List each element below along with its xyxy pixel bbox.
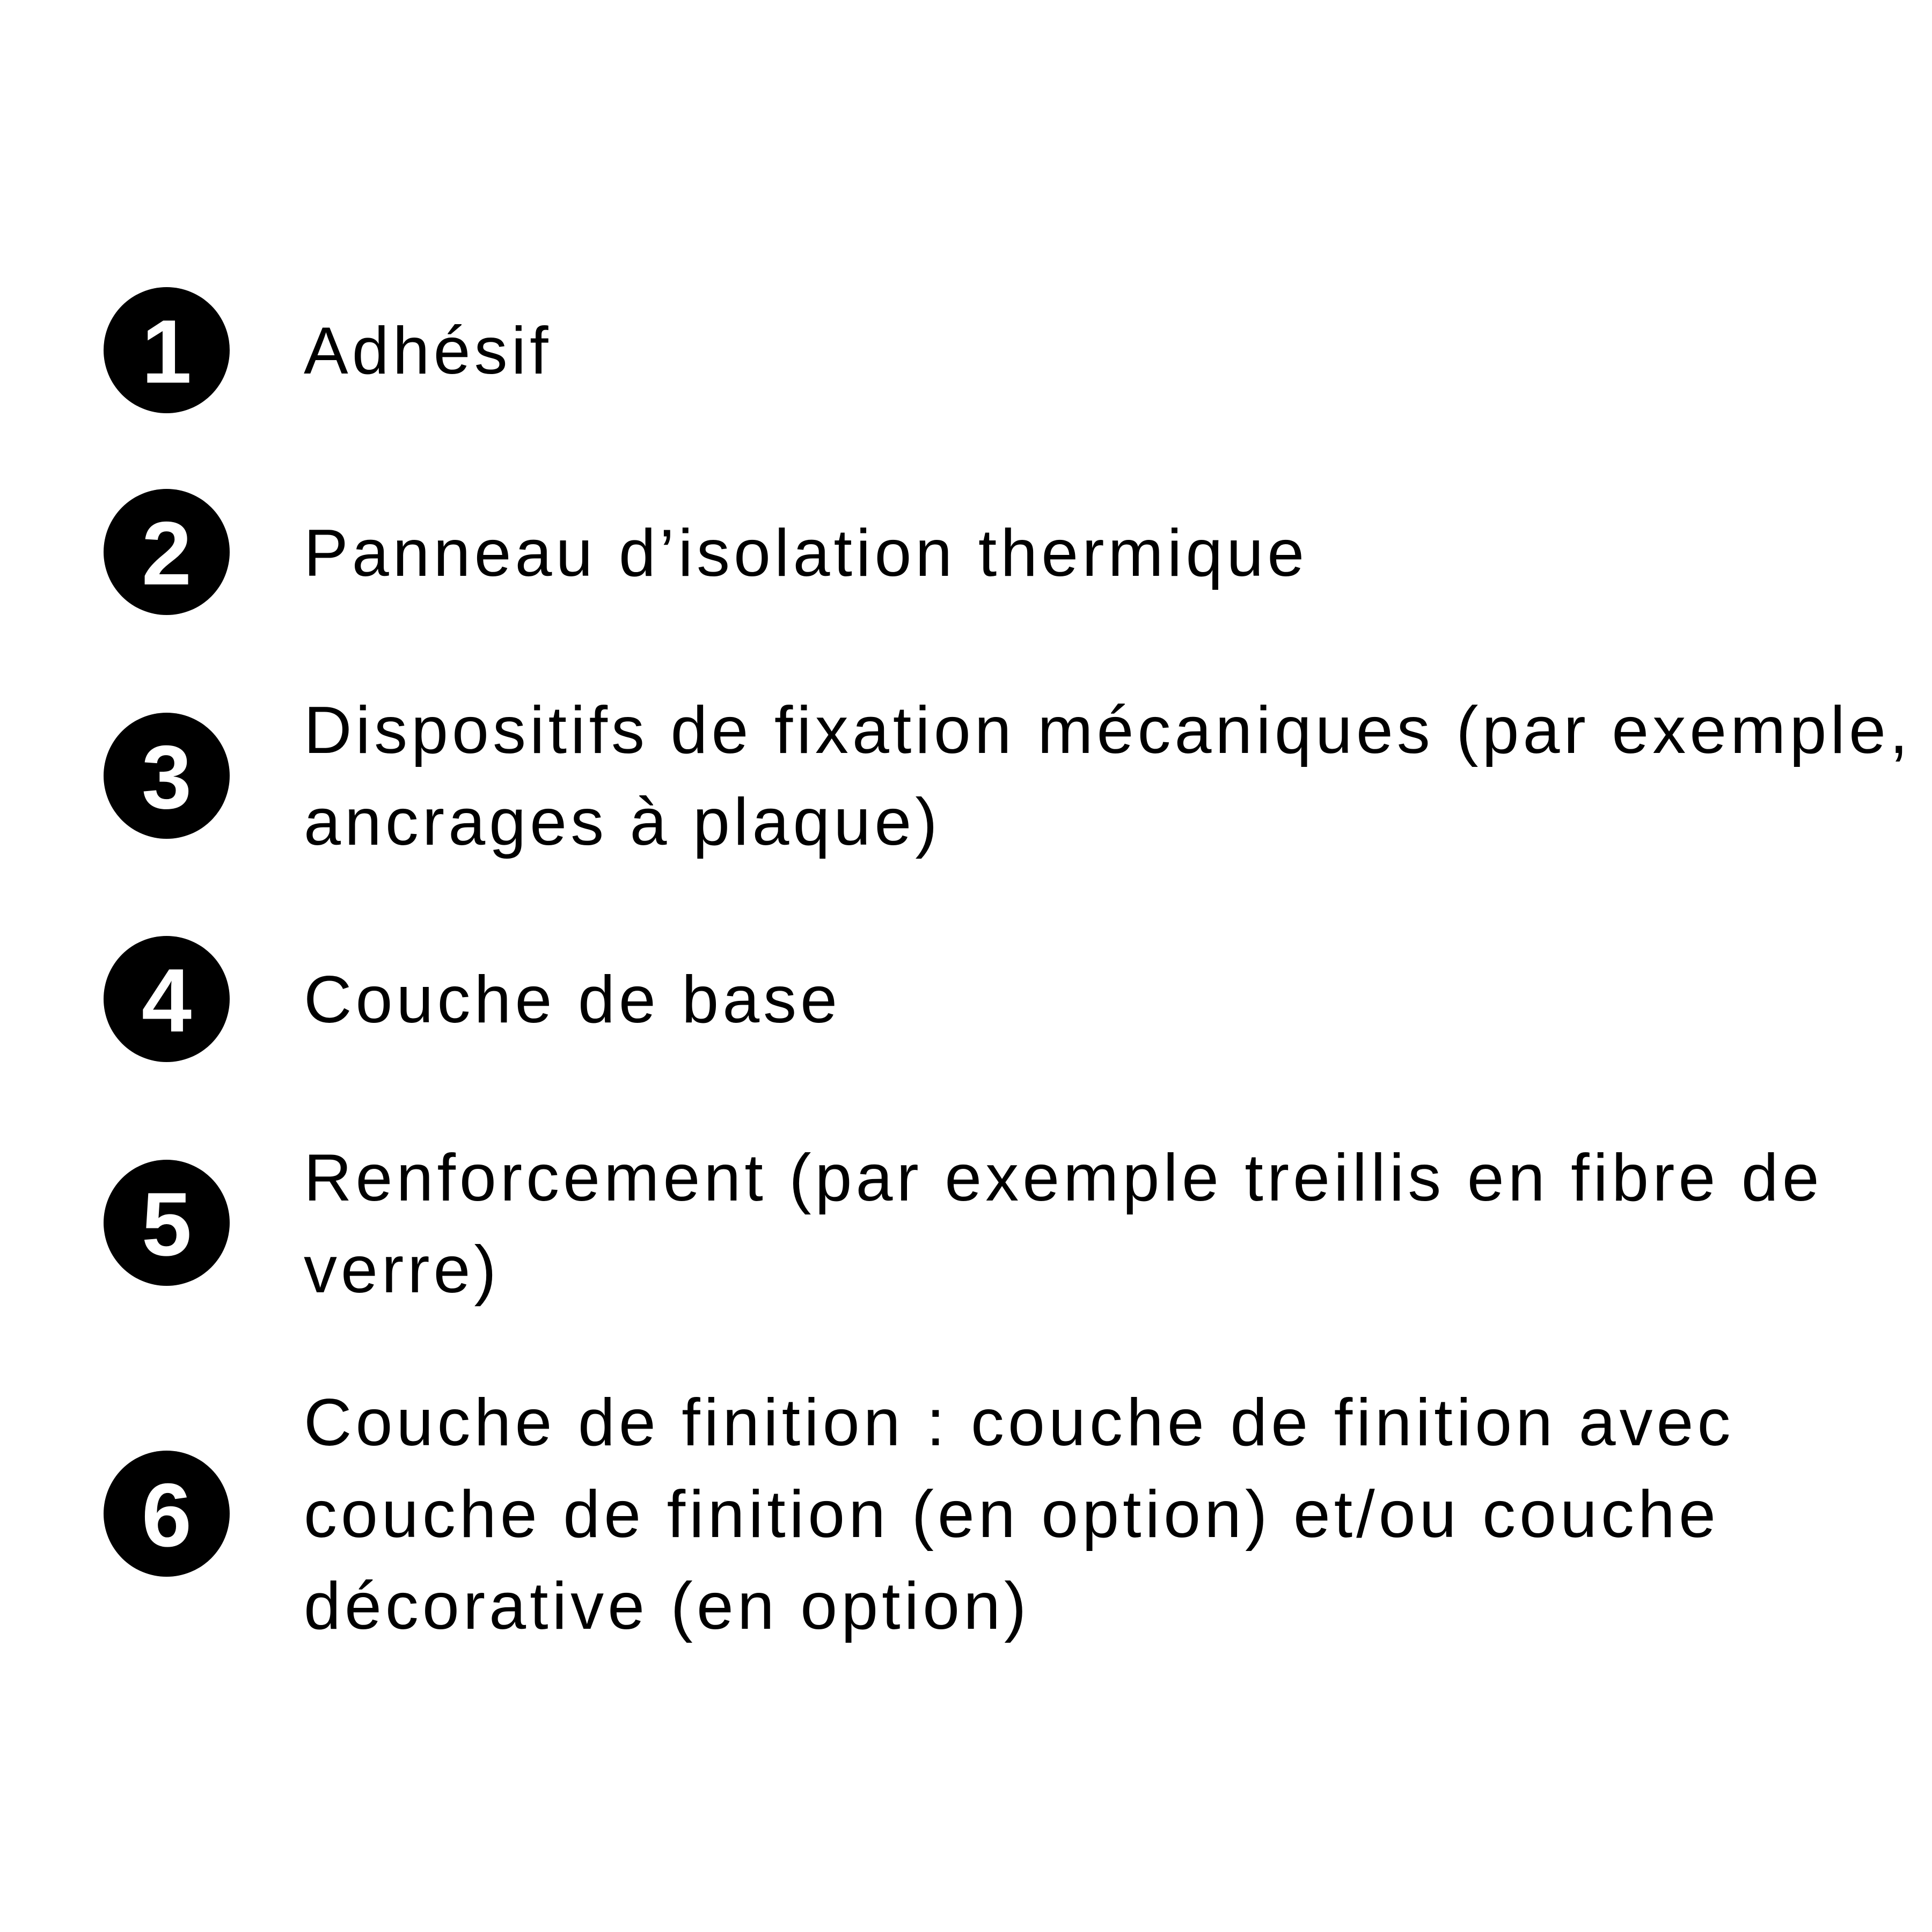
label-line: Dispositifs de fixation mécaniques (par exemple,: [304, 693, 1912, 767]
label-line: couche de finition (en option) et/ou couche: [304, 1477, 1719, 1552]
legend-label: [304, 508, 1308, 599]
number-badge-3: [104, 713, 230, 839]
legend-label: [304, 305, 552, 397]
label-line: ancrages à plaque): [304, 785, 941, 859]
badge-number: 4: [141, 949, 192, 1051]
label-line: Adhésif: [304, 314, 552, 388]
label-line: Renforcement (par exemple treillis en fibre de: [304, 1141, 1823, 1215]
legend-label: [304, 954, 841, 1046]
legend-label: [304, 1377, 1735, 1652]
badge-number: 1: [141, 301, 192, 402]
number-badge-4: [104, 936, 230, 1062]
label-line: Couche de finition : couche de finition avec: [304, 1386, 1735, 1460]
badge-number: 6: [141, 1464, 192, 1565]
number-badge-2: [104, 489, 230, 615]
number-badge-6: [104, 1451, 230, 1577]
legend-label: [304, 1132, 1823, 1316]
number-badge-1: [104, 287, 230, 413]
badge-number: 5: [141, 1173, 192, 1275]
legend-label: [304, 685, 1912, 868]
badge-number: 3: [141, 726, 192, 828]
label-line: Couche de base: [304, 963, 841, 1037]
label-line: décorative (en option): [304, 1569, 1030, 1643]
badge-number: 2: [141, 502, 192, 604]
label-line: verre): [304, 1233, 500, 1307]
label-line: Panneau d’isolation thermique: [304, 516, 1308, 590]
number-badge-5: [104, 1160, 230, 1286]
